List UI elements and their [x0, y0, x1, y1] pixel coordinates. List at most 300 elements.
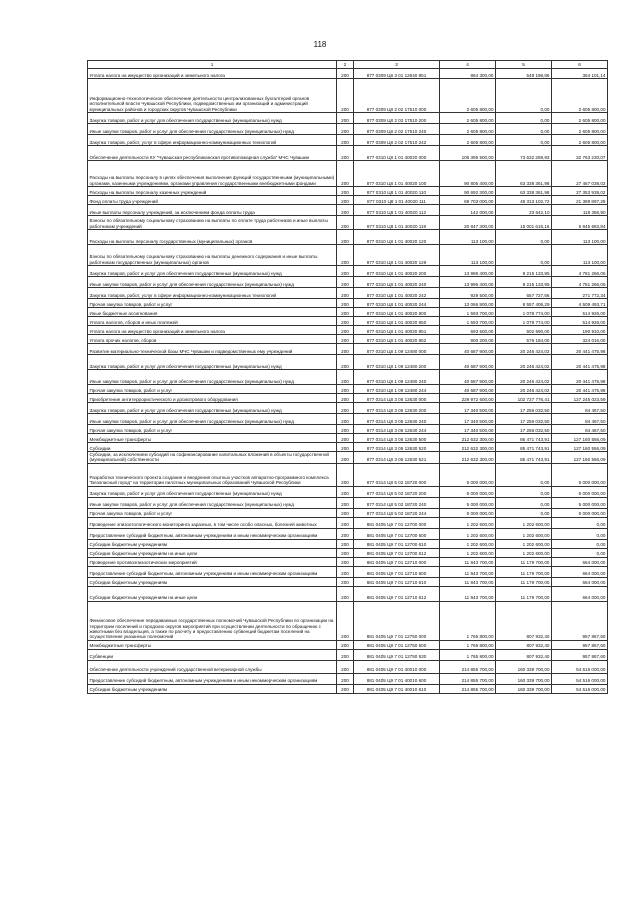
budget-classification-code-cell: 881 0405 Ц9 7 01 12700 612 — [354, 548, 440, 557]
unexecuted-amount-cell: 113 100,00 — [552, 230, 608, 245]
executed-amount-cell: 85 471 743,91 — [496, 443, 552, 452]
unexecuted-amount-cell: 5 000 000,00 — [552, 486, 608, 497]
expense-name-cell: Уплата прочих налогов, сборов — [88, 335, 337, 344]
column-header: 1 — [88, 61, 337, 69]
budget-classification-code-cell: 877 0309 Ц8 2 02 17510 242 — [354, 135, 440, 146]
approved-amount-cell: 212 632 300,00 — [440, 434, 496, 443]
expense-name-cell: Иные закупки товаров, работ и услуг для обеспечения государственных (муниципальных) нужд — [88, 414, 337, 425]
table-row — [88, 586, 608, 601]
table-row — [88, 216, 608, 230]
budget-classification-code-cell: 881 0405 Ц9 7 01 12750 500 — [354, 640, 440, 649]
expense-name-cell: Субсидии бюджетным учреждениям — [88, 539, 337, 548]
line-code-cell: 200 — [337, 69, 354, 79]
executed-amount-cell: 502 590,00 — [496, 326, 552, 335]
line-code-cell: 200 — [337, 370, 354, 385]
table-row — [88, 673, 608, 684]
line-code-cell: 200 — [337, 528, 354, 539]
expense-name-cell: Иные бюджетные ассигнования — [88, 308, 337, 317]
budget-classification-code-cell: 877 0314 Ц8 3 05 12630 500 — [354, 434, 440, 443]
approved-amount-cell: 2 605 800,00 — [440, 113, 496, 124]
line-code-cell: 200 — [337, 414, 354, 425]
line-code-cell: 200 — [337, 385, 354, 394]
line-code-cell: 200 — [337, 673, 354, 684]
executed-amount-cell: 807 932,40 — [496, 601, 552, 640]
line-code-cell: 200 — [337, 394, 354, 403]
budget-execution-table — [87, 60, 608, 694]
expense-name-cell: Иные закупки товаров, работ и услуг для обеспечения государственных (муниципальных) нужд — [88, 124, 337, 135]
column-header: 3 — [354, 61, 440, 69]
expense-name-cell: Обеспечение деятельности учреждений государственной ветеринарной службы — [88, 660, 337, 673]
table-row — [88, 640, 608, 649]
table-row — [88, 517, 608, 528]
approved-amount-cell: 2 605 800,00 — [440, 79, 496, 113]
executed-amount-cell: 1 202 600,00 — [496, 528, 552, 539]
line-code-cell: 200 — [337, 425, 354, 434]
executed-amount-cell: 17 256 032,50 — [496, 414, 552, 425]
unexecuted-amount-cell: 957 867,60 — [552, 640, 608, 649]
executed-amount-cell: 11 179 700,00 — [496, 577, 552, 586]
executed-amount-cell: 549 198,86 — [496, 69, 552, 79]
line-code-cell: 200 — [337, 308, 354, 317]
executed-amount-cell: 1 078 774,00 — [496, 308, 552, 317]
line-code-cell: 200 — [337, 187, 354, 196]
approved-amount-cell: 11 843 700,00 — [440, 566, 496, 577]
budget-classification-code-cell: 877 0310 Ц8 1 01 40020 200 — [354, 266, 440, 277]
approved-amount-cell: 40 687 900,00 — [440, 344, 496, 355]
executed-amount-cell: 1 202 600,00 — [496, 539, 552, 548]
line-code-cell: 200 — [337, 577, 354, 586]
expense-name-cell: Развитие материально-технической базы МЧС Чувашии и подведомственных ему учреждений — [88, 344, 337, 355]
table-row — [88, 205, 608, 216]
executed-amount-cell: 48 313 102,72 — [496, 196, 552, 205]
unexecuted-amount-cell: 0,00 — [552, 548, 608, 557]
unexecuted-amount-cell: 271 772,34 — [552, 288, 608, 299]
table-row — [88, 370, 608, 385]
budget-classification-code-cell: 877 0309 Ц8 2 02 17510 000 — [354, 79, 440, 113]
table-row — [88, 146, 608, 161]
approved-amount-cell: 40 687 900,00 — [440, 385, 496, 394]
table-row — [88, 161, 608, 187]
expense-name-cell: Межбюджетные трансферты — [88, 434, 337, 443]
budget-classification-code-cell: 877 0310 Ц8 1 09 12480 000 — [354, 344, 440, 355]
expense-name-cell: Иные закупки товаров, работ и услуг для обеспечения государственных (муниципальных) нужд — [88, 370, 337, 385]
executed-amount-cell: 15 001 616,16 — [496, 216, 552, 230]
unexecuted-amount-cell: 127 245 023,59 — [552, 394, 608, 403]
expense-name-cell: Расходы на выплаты персоналу в целях обеспечения выполнения функций государственными (муниципальными) органами, казенными учреждениями, органами управления государственными внебюджетными фондами — [88, 161, 337, 187]
table-row — [88, 288, 608, 299]
unexecuted-amount-cell: 664 000,00 — [552, 557, 608, 566]
executed-amount-cell: 807 932,40 — [496, 640, 552, 649]
unexecuted-amount-cell: 957 867,60 — [552, 649, 608, 660]
approved-amount-cell: 90 692 300,00 — [440, 187, 496, 196]
table-row — [88, 344, 608, 355]
line-code-cell: 200 — [337, 548, 354, 557]
approved-amount-cell: 106 395 500,00 — [440, 146, 496, 161]
column-header: 4 — [440, 61, 496, 69]
executed-amount-cell: 0,00 — [496, 508, 552, 517]
budget-classification-code-cell: 877 0310 Ц8 1 09 12480 244 — [354, 385, 440, 394]
unexecuted-amount-cell: 20 441 475,98 — [552, 370, 608, 385]
table-row — [88, 69, 608, 79]
line-code-cell: 200 — [337, 649, 354, 660]
approved-amount-cell: 13 996 400,00 — [440, 266, 496, 277]
table-row — [88, 317, 608, 326]
expense-name-cell: Прочая закупка товаров, работ и услуг — [88, 425, 337, 434]
line-code-cell: 200 — [337, 586, 354, 601]
executed-amount-cell: 20 246 424,02 — [496, 344, 552, 355]
executed-amount-cell: 23 642,10 — [496, 205, 552, 216]
expense-name-cell: Расходы на выплаты персоналу казенных учреждений — [88, 187, 337, 196]
approved-amount-cell: 5 000 000,00 — [440, 508, 496, 517]
unexecuted-amount-cell: 2 605 800,00 — [552, 124, 608, 135]
line-code-cell: 200 — [337, 245, 354, 266]
line-code-cell: 200 — [337, 355, 354, 370]
budget-classification-code-cell: 877 0310 Ц8 1 01 40020 852 — [354, 335, 440, 344]
approved-amount-cell: 13 996 400,00 — [440, 277, 496, 288]
expense-name-cell: Субвенции — [88, 649, 337, 660]
budget-classification-code-cell: 881 0405 Ц9 7 01 12710 000 — [354, 557, 440, 566]
expense-name-cell: Субсидии бюджетным учреждениям на иные цели — [88, 586, 337, 601]
unexecuted-amount-cell: 664 000,00 — [552, 586, 608, 601]
executed-amount-cell: 160 339 700,00 — [496, 673, 552, 684]
executed-amount-cell: 20 246 424,02 — [496, 370, 552, 385]
line-code-cell: 200 — [337, 113, 354, 124]
unexecuted-amount-cell: 21 389 897,28 — [552, 196, 608, 205]
expense-name-cell: Закупка товаров, работ и услуг для обеспечения государственных (муниципальных) нужд — [88, 403, 337, 414]
unexecuted-amount-cell: 2 605 800,00 — [552, 135, 608, 146]
unexecuted-amount-cell: 4 781 266,05 — [552, 277, 608, 288]
executed-amount-cell: 0,00 — [496, 124, 552, 135]
budget-classification-code-cell: 877 0309 Ц8 2 02 17510 200 — [354, 113, 440, 124]
expense-name-cell: Иные выплаты персоналу учреждений, за исключением фонда оплаты труда — [88, 205, 337, 216]
approved-amount-cell: 17 340 500,00 — [440, 403, 496, 414]
approved-amount-cell: 900 200,00 — [440, 335, 496, 344]
line-code-cell: 200 — [337, 539, 354, 548]
table-row — [88, 649, 608, 660]
unexecuted-amount-cell: 113 100,00 — [552, 245, 608, 266]
approved-amount-cell: 17 340 500,00 — [440, 414, 496, 425]
expense-name-cell: Закупка товаров, работ и услуг для обеспечения государственных (муниципальных) нужд — [88, 355, 337, 370]
budget-classification-code-cell: 877 0314 Ц8 3 05 12630 521 — [354, 452, 440, 464]
budget-classification-code-cell: 877 0309 Ц8 3 01 12640 851 — [354, 69, 440, 79]
unexecuted-amount-cell: 118 356,90 — [552, 205, 608, 216]
unexecuted-amount-cell: 5 000 000,00 — [552, 508, 608, 517]
budget-classification-code-cell: 881 0405 Ц9 7 01 12710 612 — [354, 586, 440, 601]
executed-amount-cell: 0,00 — [496, 486, 552, 497]
line-code-cell: 200 — [337, 205, 354, 216]
expense-name-cell: Проведение противоэпизоотических мероприятий — [88, 557, 337, 566]
budget-classification-code-cell: 877 0310 Ц8 1 01 40020 100 — [354, 161, 440, 187]
line-code-cell: 200 — [337, 317, 354, 326]
budget-classification-code-cell: 877 0310 Ц8 1 01 40020 112 — [354, 205, 440, 216]
table-row — [88, 187, 608, 196]
line-code-cell: 200 — [337, 601, 354, 640]
unexecuted-amount-cell: 514 926,00 — [552, 317, 608, 326]
approved-amount-cell: 13 066 900,00 — [440, 299, 496, 308]
line-code-cell: 200 — [337, 196, 354, 205]
line-code-cell: 200 — [337, 266, 354, 277]
budget-classification-code-cell: 877 0310 Ц8 1 01 40020 800 — [354, 308, 440, 317]
approved-amount-cell: 864 300,00 — [440, 69, 496, 79]
table-row — [88, 230, 608, 245]
approved-amount-cell: 1 202 600,00 — [440, 548, 496, 557]
executed-amount-cell: 1 078 774,00 — [496, 317, 552, 326]
budget-classification-code-cell: 877 0310 Ц8 1 01 40020 244 — [354, 299, 440, 308]
budget-classification-code-cell: 877 0314 Ц8 5 02 18720 240 — [354, 497, 440, 508]
table-row — [88, 124, 608, 135]
budget-classification-code-cell: 881 0405 Ц9 7 01 12700 610 — [354, 539, 440, 548]
expense-name-cell: Обеспечение деятельности КУ "Чувашская республиканская противопожарная служба" МЧС Чувашии — [88, 146, 337, 161]
expense-name-cell: Субсидии, за исключением субсидий на софинансирование капитальных вложений в объекты государственной (муниципальной) собственности — [88, 452, 337, 464]
table-row — [88, 508, 608, 517]
approved-amount-cell: 113 100,00 — [440, 245, 496, 266]
expense-name-cell: Прочая закупка товаров, работ и услуг — [88, 508, 337, 517]
approved-amount-cell: 11 843 700,00 — [440, 586, 496, 601]
approved-amount-cell: 90 805 400,00 — [440, 161, 496, 187]
column-number-row — [88, 61, 608, 69]
approved-amount-cell: 1 202 600,00 — [440, 528, 496, 539]
unexecuted-amount-cell: 4 781 266,05 — [552, 266, 608, 277]
budget-classification-code-cell: 877 0310 Ц8 1 09 12480 200 — [354, 355, 440, 370]
budget-classification-code-cell: 877 0310 Ц8 1 01 40020 000 — [354, 146, 440, 161]
expense-name-cell: Уплата налогов, сборов и иных платежей — [88, 317, 337, 326]
executed-amount-cell: 1 202 600,00 — [496, 517, 552, 528]
expense-name-cell: Разработка технического проекта создания и внедрения опытных участков аппаратно-программного комплекса "Безопасный город" на территории пилотных муниципальных образований Чувашской Республики — [88, 463, 337, 486]
table-row — [88, 266, 608, 277]
unexecuted-amount-cell: 4 509 493,71 — [552, 299, 608, 308]
table-row — [88, 486, 608, 497]
column-header: 5 — [496, 61, 552, 69]
budget-classification-code-cell: 877 0310 Ц8 1 01 40020 110 — [354, 187, 440, 196]
line-code-cell: 200 — [337, 216, 354, 230]
unexecuted-amount-cell: 5 000 000,00 — [552, 463, 608, 486]
expense-name-cell: Взносы по обязательному социальному страхованию на выплаты денежного содержания и иные выплаты работникам государственных (муниципальных) органов — [88, 245, 337, 266]
table-row — [88, 577, 608, 586]
approved-amount-cell: 212 632 300,00 — [440, 443, 496, 452]
executed-amount-cell: 0,00 — [496, 135, 552, 146]
approved-amount-cell: 113 100,00 — [440, 230, 496, 245]
expense-name-cell: Фонд оплаты труда учреждений — [88, 196, 337, 205]
unexecuted-amount-cell: 190 910,00 — [552, 326, 608, 335]
unexecuted-amount-cell: 54 516 000,00 — [552, 673, 608, 684]
unexecuted-amount-cell: 127 160 556,09 — [552, 452, 608, 464]
expense-name-cell: Расходы на выплаты персоналу государственных (муниципальных) органов — [88, 230, 337, 245]
line-code-cell: 200 — [337, 344, 354, 355]
approved-amount-cell: 20 847 300,00 — [440, 216, 496, 230]
table-row — [88, 434, 608, 443]
line-code-cell: 200 — [337, 443, 354, 452]
table-row — [88, 403, 608, 414]
approved-amount-cell: 1 765 800,00 — [440, 640, 496, 649]
table-row — [88, 277, 608, 288]
unexecuted-amount-cell: 0,00 — [552, 517, 608, 528]
budget-classification-code-cell: 877 0310 Ц8 1 01 40020 119 — [354, 216, 440, 230]
unexecuted-amount-cell: 5 000 000,00 — [552, 497, 608, 508]
budget-classification-code-cell: 881 0405 Ц9 7 01 40010 000 — [354, 660, 440, 673]
approved-amount-cell: 1 765 800,00 — [440, 601, 496, 640]
table-row — [88, 425, 608, 434]
budget-classification-code-cell: 877 0314 Ц8 3 05 12630 244 — [354, 425, 440, 434]
executed-amount-cell: 9 215 133,95 — [496, 277, 552, 288]
approved-amount-cell: 40 687 900,00 — [440, 370, 496, 385]
table-row — [88, 557, 608, 566]
approved-amount-cell: 11 843 700,00 — [440, 557, 496, 566]
unexecuted-amount-cell: 54 516 000,00 — [552, 684, 608, 693]
expense-name-cell: Предоставление субсидий бюджетным, автономным учреждениям и иным некоммерческим организациям — [88, 673, 337, 684]
budget-classification-code-cell: 877 0314 Ц8 5 02 18720 000 — [354, 463, 440, 486]
budget-classification-code-cell: 877 0314 Ц8 3 05 12630 200 — [354, 403, 440, 414]
unexecuted-amount-cell: 32 763 230,07 — [552, 146, 608, 161]
expense-name-cell: Закупка товаров, работ, услуг в сфере информационно-коммуникационных технологий — [88, 288, 337, 299]
executed-amount-cell: 160 339 700,00 — [496, 660, 552, 673]
line-code-cell: 200 — [337, 566, 354, 577]
expense-name-cell: Взносы по обязательному социальному страхованию на выплаты по оплате труда работников и иные выплаты работникам учреждений — [88, 216, 337, 230]
expense-name-cell: Иные закупки товаров, работ и услуг для обеспечения государственных (муниципальных) нужд — [88, 277, 337, 288]
expense-name-cell: Закупка товаров, работ, услуг в сфере информационно-коммуникационных технологий — [88, 135, 337, 146]
approved-amount-cell: 40 687 900,00 — [440, 355, 496, 370]
line-code-cell: 200 — [337, 299, 354, 308]
unexecuted-amount-cell: 20 441 475,98 — [552, 344, 608, 355]
expense-name-cell: Уплата налога на имущество организаций и земельного налога — [88, 69, 337, 79]
approved-amount-cell: 11 843 700,00 — [440, 577, 496, 586]
table-row — [88, 528, 608, 539]
expense-name-cell: Закупка товаров, работ и услуг для обеспечения государственных (муниципальных) нужд — [88, 486, 337, 497]
executed-amount-cell: 0,00 — [496, 463, 552, 486]
budget-classification-code-cell: 877 0310 Ц8 1 01 40020 120 — [354, 230, 440, 245]
unexecuted-amount-cell: 127 160 556,09 — [552, 443, 608, 452]
executed-amount-cell: 0,00 — [496, 497, 552, 508]
executed-amount-cell: 807 932,40 — [496, 649, 552, 660]
budget-classification-code-cell: 877 0310 Ц8 1 09 12480 240 — [354, 370, 440, 385]
budget-classification-code-cell: 881 0405 Ц9 7 01 40010 600 — [354, 673, 440, 684]
table-row — [88, 196, 608, 205]
table-row — [88, 135, 608, 146]
unexecuted-amount-cell: 664 000,00 — [552, 577, 608, 586]
executed-amount-cell: 102 727 776,41 — [496, 394, 552, 403]
approved-amount-cell: 693 500,00 — [440, 326, 496, 335]
budget-classification-code-cell: 881 0405 Ц9 7 01 12750 000 — [354, 601, 440, 640]
expense-name-cell: Иные закупки товаров, работ и услуг для обеспечения государственных (муниципальных) нужд — [88, 497, 337, 508]
approved-amount-cell: 2 605 800,00 — [440, 124, 496, 135]
unexecuted-amount-cell: 2 605 800,00 — [552, 113, 608, 124]
line-code-cell: 200 — [337, 508, 354, 517]
line-code-cell: 200 — [337, 640, 354, 649]
line-code-cell: 200 — [337, 463, 354, 486]
unexecuted-amount-cell: 84 467,50 — [552, 425, 608, 434]
expense-name-cell: Проведение эпизоотологического мониторинга заразных, в том числе особо опасных, болезней животных — [88, 517, 337, 528]
executed-amount-cell: 11 179 700,00 — [496, 586, 552, 601]
table-row — [88, 497, 608, 508]
executed-amount-cell: 160 339 700,00 — [496, 684, 552, 693]
line-code-cell: 200 — [337, 434, 354, 443]
budget-classification-code-cell: 877 0314 Ц8 3 05 12630 240 — [354, 414, 440, 425]
approved-amount-cell: 212 632 300,00 — [440, 452, 496, 464]
unexecuted-amount-cell: 54 516 000,00 — [552, 660, 608, 673]
unexecuted-amount-cell: 20 441 475,98 — [552, 385, 608, 394]
line-code-cell: 200 — [337, 660, 354, 673]
table-row — [88, 684, 608, 693]
table-row — [88, 245, 608, 266]
budget-classification-code-cell: 881 0405 Ц9 7 01 12710 610 — [354, 577, 440, 586]
expense-name-cell: Финансовое обеспечение передаваемых государственных полномочий Чувашской Республики по организации на территории поселений и городских округов мероприятий при осуществлении деятельности по обращению с животными без владельцев, а также по расчету и предоставлению субвенций бюджетам поселений на осуществление указанных полномочий — [88, 601, 337, 640]
table-row — [88, 566, 608, 577]
unexecuted-amount-cell: 514 926,00 — [552, 308, 608, 317]
approved-amount-cell: 5 000 000,00 — [440, 497, 496, 508]
line-code-cell: 200 — [337, 135, 354, 146]
approved-amount-cell: 229 972 600,00 — [440, 394, 496, 403]
table-row — [88, 548, 608, 557]
expense-name-cell: Информационно-технологическое обеспечение деятельности централизованных бухгалтерий органов исполнительной власти Чувашской Республики, подведомственных им организаций и администраций муниципальных районов и городских округов Чувашской Республики — [88, 79, 337, 113]
executed-amount-cell: 576 184,00 — [496, 335, 552, 344]
expense-name-cell: Субсидии бюджетным учреждениям на иные цели — [88, 548, 337, 557]
expense-name-cell: Межбюджетные трансферты — [88, 640, 337, 649]
table-row — [88, 660, 608, 673]
approved-amount-cell: 929 500,00 — [440, 288, 496, 299]
unexecuted-amount-cell: 127 160 556,09 — [552, 434, 608, 443]
line-code-cell: 200 — [337, 684, 354, 693]
unexecuted-amount-cell: 84 467,50 — [552, 403, 608, 414]
budget-classification-code-cell: 877 0310 Ц8 1 01 40020 850 — [354, 317, 440, 326]
line-code-cell: 200 — [337, 146, 354, 161]
approved-amount-cell: 1 202 600,00 — [440, 517, 496, 528]
line-code-cell: 200 — [337, 79, 354, 113]
budget-classification-code-cell: 877 0310 Ц8 1 01 40020 851 — [354, 326, 440, 335]
approved-amount-cell: 5 000 000,00 — [440, 486, 496, 497]
budget-classification-code-cell: 877 0314 Ц8 3 05 12630 000 — [354, 394, 440, 403]
expense-name-cell: Предоставление субсидий бюджетным, автономным учреждениям и иным некоммерческим организациям — [88, 528, 337, 539]
budget-classification-code-cell: 877 0310 Ц8 1 01 40020 240 — [354, 277, 440, 288]
page-number: 118 — [313, 40, 327, 49]
line-code-cell: 200 — [337, 497, 354, 508]
executed-amount-cell: 11 179 700,00 — [496, 557, 552, 566]
line-code-cell: 200 — [337, 403, 354, 414]
column-header: 6 — [552, 61, 608, 69]
executed-amount-cell: 0,00 — [496, 79, 552, 113]
approved-amount-cell: 5 000 000,00 — [440, 463, 496, 486]
executed-amount-cell: 20 246 424,02 — [496, 385, 552, 394]
approved-amount-cell: 1 593 700,00 — [440, 317, 496, 326]
executed-amount-cell: 73 632 269,93 — [496, 146, 552, 161]
budget-classification-code-cell: 877 0310 Ц8 1 01 40020 129 — [354, 245, 440, 266]
unexecuted-amount-cell: 0,00 — [552, 539, 608, 548]
unexecuted-amount-cell: 0,00 — [552, 528, 608, 539]
approved-amount-cell: 142 000,00 — [440, 205, 496, 216]
executed-amount-cell: 85 471 743,91 — [496, 434, 552, 443]
executed-amount-cell: 63 338 361,98 — [496, 161, 552, 187]
expense-name-cell: Закупка товаров, работ и услуг для обеспечения государственных (муниципальных) нужд — [88, 113, 337, 124]
table-row — [88, 335, 608, 344]
line-code-cell: 200 — [337, 161, 354, 187]
approved-amount-cell: 2 605 800,00 — [440, 135, 496, 146]
budget-classification-code-cell: 877 0310 Ц8 1 01 40020 111 — [354, 196, 440, 205]
executed-amount-cell: 63 338 361,98 — [496, 187, 552, 196]
table-row — [88, 443, 608, 452]
table-row — [88, 452, 608, 464]
budget-classification-code-cell: 877 0310 Ц8 1 01 40020 242 — [354, 288, 440, 299]
expense-name-cell: Прочая закупка товаров, работ и услуг — [88, 385, 337, 394]
unexecuted-amount-cell: 27 353 938,02 — [552, 187, 608, 196]
unexecuted-amount-cell: 324 016,00 — [552, 335, 608, 344]
expense-name-cell: Закупка товаров, работ и услуг для обеспечения государственных (муниципальных) нужд — [88, 266, 337, 277]
executed-amount-cell: 1 202 600,00 — [496, 548, 552, 557]
budget-classification-code-cell: 881 0405 Ц9 7 01 12700 000 — [354, 517, 440, 528]
approved-amount-cell: 1 202 600,00 — [440, 539, 496, 548]
line-code-cell: 200 — [337, 277, 354, 288]
executed-amount-cell: 657 727,66 — [496, 288, 552, 299]
executed-amount-cell: 11 179 700,00 — [496, 566, 552, 577]
executed-amount-cell: 8 557 406,29 — [496, 299, 552, 308]
line-code-cell: 200 — [337, 230, 354, 245]
